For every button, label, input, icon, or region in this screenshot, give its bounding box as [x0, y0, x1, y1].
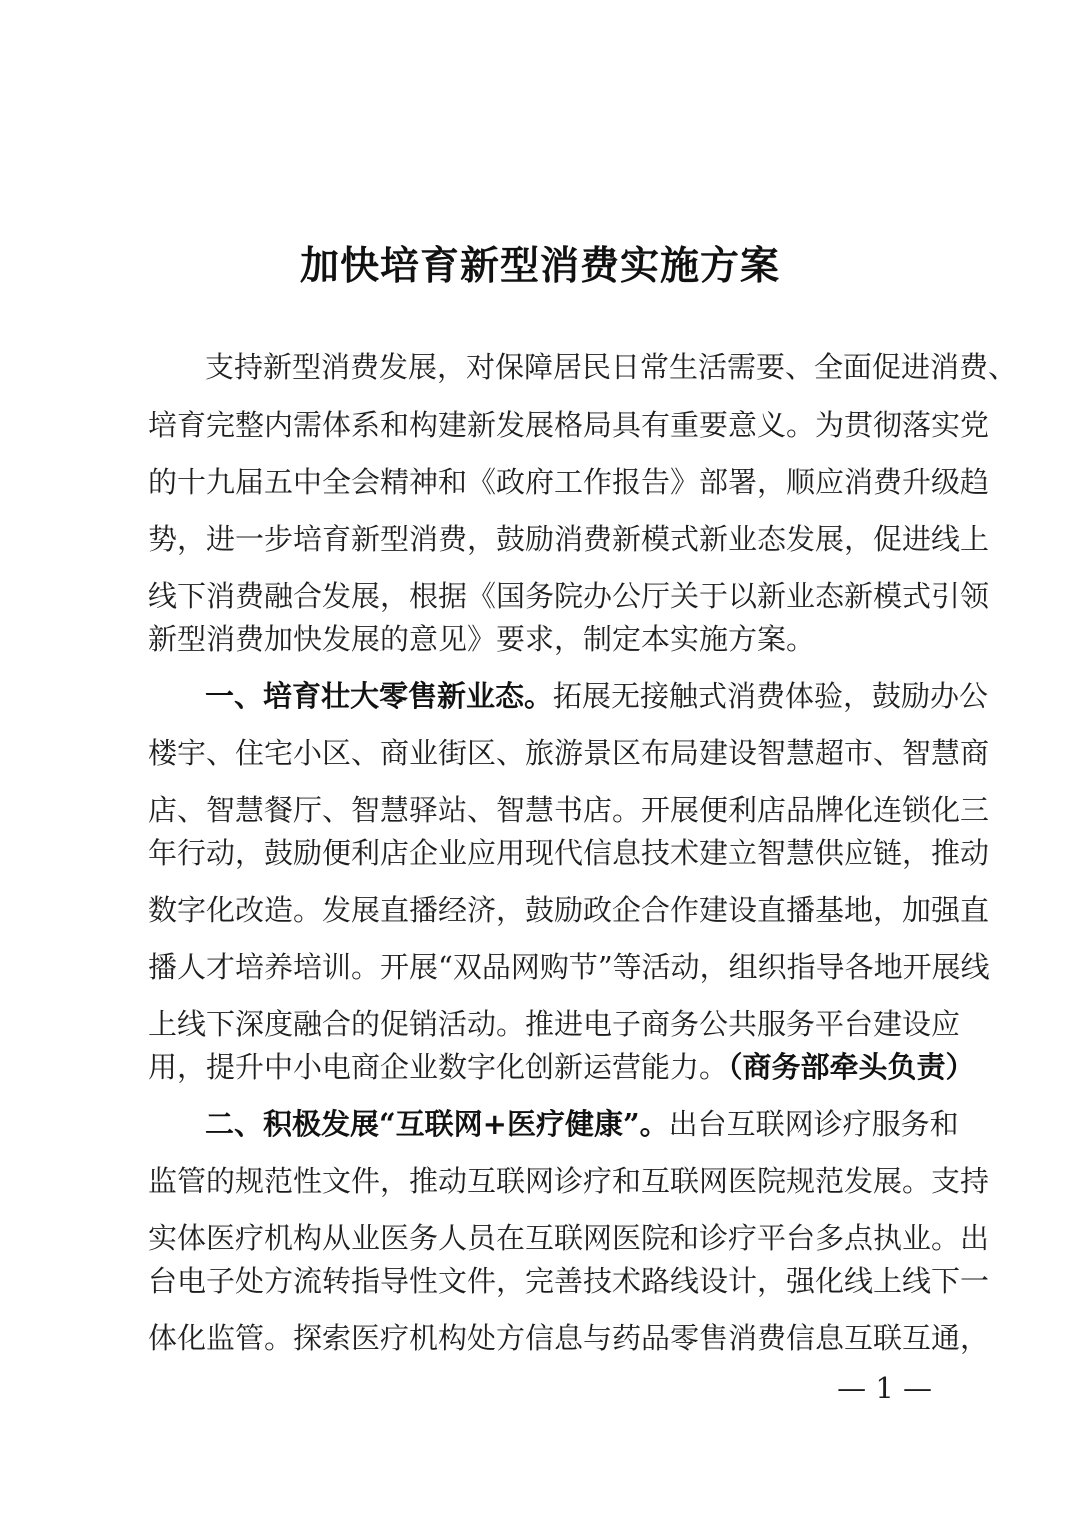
body-line: 的十九届五中全会精神和《政府工作报告》部署，顺应消费升级趋	[148, 465, 990, 499]
section-1-first-line	[205, 676, 989, 716]
body-line: 数字化改造。发展直播经济，鼓励政企合作建设直播基地，加强直	[148, 893, 990, 927]
body-line: 台电子处方流转指导性文件，完善技术路线设计，强化线上线下一	[148, 1264, 990, 1298]
body-line: 用，提升中小电商企业数字化创新运营能力。	[148, 1050, 729, 1084]
body-line: 实体医疗机构从业医务人员在互联网医院和诊疗平台多点执业。出	[148, 1221, 990, 1255]
body-line: 线下消费融合发展，根据《国务院办公厅关于以新业态新模式引领	[148, 579, 990, 613]
body-line: 支持新型消费发展，对保障居民日常生活需要、全面促进消费、	[205, 350, 1018, 384]
section-1-last-line	[148, 1047, 975, 1087]
body-line: 新型消费加快发展的意见》要求，制定本实施方案。	[148, 622, 816, 656]
document-title: 加快培育新型消费实施方案	[299, 243, 780, 289]
body-line: 年行动，鼓励便利店企业应用现代信息技术建立智慧供应链，推动	[148, 836, 990, 870]
body-line: 出台互联网诊疗服务和	[668, 1107, 959, 1141]
section-1-heading: 一、培育壮大零售新业态。	[205, 679, 554, 713]
body-line: 店、智慧餐厅、智慧驿站、智慧书店。开展便利店品牌化连锁化三	[148, 793, 990, 827]
body-line: 拓展无接触式消费体验，鼓励办公	[553, 679, 989, 713]
body-line: 播人才培养培训。开展“双品网购节”等活动，组织指导各地开展线	[148, 950, 990, 984]
section-1-owner: （商务部牵头负责）	[728, 1050, 975, 1084]
section-2-heading: 二、积极发展“互联网+医疗健康”。	[205, 1107, 669, 1141]
body-line: 势，进一步培育新型消费，鼓励消费新模式新业态发展，促进线上	[148, 522, 990, 556]
section-2-first-line	[205, 1104, 959, 1144]
body-line: 监管的规范性文件，推动互联网诊疗和互联网医院规范发展。支持	[148, 1164, 990, 1198]
body-line: 上线下深度融合的促销活动。推进电子商务公共服务平台建设应	[148, 1007, 961, 1041]
body-line: 培育完整内需体系和构建新发展格局具有重要意义。为贯彻落实党	[148, 408, 990, 442]
body-line: 楼宇、住宅小区、商业街区、旅游景区布局建设智慧超市、智慧商	[148, 736, 990, 770]
page-number: — 1 —	[837, 1371, 932, 1405]
body-line: 体化监管。探索医疗机构处方信息与药品零售消费信息互联互通，	[148, 1321, 990, 1355]
